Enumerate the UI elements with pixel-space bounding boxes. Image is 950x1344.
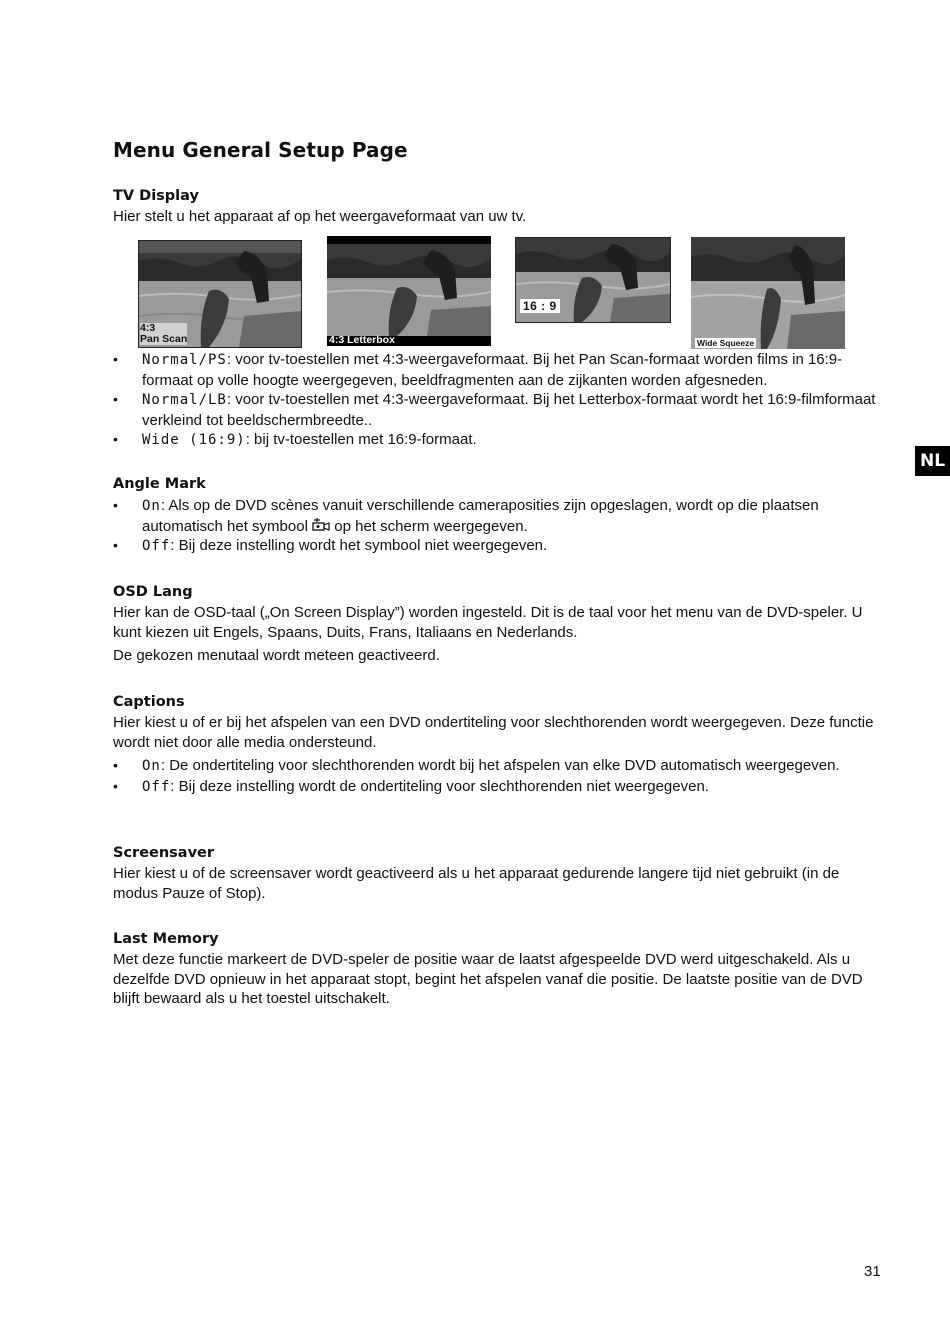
tv-display-options [113, 350, 883, 451]
list-item: • On: Als op de DVD scènes vanuit verschillende cameraposities zijn opgeslagen, wordt op die plaatsen automatisch het symbool op het scherm weergegeven. [113, 496, 883, 536]
screensaver-description: Hier kiest u of de screensaver wordt geactiveerd als u het apparaat gedurende langere tijd niet gebruikt (in de modus Pauze of Stop). [113, 865, 840, 902]
captions-intro: Hier kiest u of er bij het afspelen van een DVD ondertiteling voor slechthorenden wordt weergegeven. Deze functie wordt niet door alle media ondersteund. [113, 714, 874, 751]
letterbox-label: 4:3 Letterbox [329, 334, 395, 346]
list-item: • Off: Bij deze instelling wordt het symbool niet weergegeven. [113, 536, 883, 557]
angle-mark-heading: Angle Mark [113, 476, 206, 492]
captions-section [113, 694, 883, 797]
angle-mark-section [113, 476, 883, 557]
wide-squeeze-label: Wide Squeeze [697, 338, 755, 348]
page-title: Menu General Setup Page [113, 138, 408, 162]
osd-lang-section [113, 584, 883, 666]
list-item: • Wide (16:9): bij tv-toestellen met 16:9-formaat. [113, 430, 883, 451]
osd-lang-description: Hier kan de OSD-taal („On Screen Display”) worden ingesteld. Dit is de taal voor het menu van de DVD-speler. U kunt kiezen uit Engels, Spaans, Duits, Frans, Italiaans en Nederlands. [113, 604, 863, 641]
letterbox-image [327, 236, 491, 346]
language-tab: NL [915, 446, 950, 476]
list-item: • On: De ondertiteling voor slechthorenden wordt bij het afspelen van elke DVD automatisch weergegeven. [113, 756, 883, 777]
last-memory-description: Met deze functie markeert de DVD-speler de positie waar de laatst afgespeelde DVD werd uitgeschakeld. Als u dezelfde DVD opnieuw in het apparaat stopt, begint het afspelen vanaf die positie. De laatste positie van de DVD blijft bewaard als u het toestel uitschakelt. [113, 951, 863, 1007]
aspect-ratio-examples [138, 236, 878, 348]
sea-lion-scene [327, 244, 491, 336]
last-memory-heading: Last Memory [113, 931, 219, 947]
sea-lion-scene [691, 237, 845, 349]
pan-scan-image [138, 240, 302, 348]
widescreen-image [515, 237, 671, 323]
tv-display-section [113, 188, 883, 227]
list-item: • Normal/LB: voor tv-toestellen met 4:3-weergaveformaat. Bij het Letterbox-formaat wordt het 16:9-filmformaat verkleind tot beeldschermbreedte.. [113, 390, 883, 430]
captions-heading: Captions [113, 694, 185, 710]
pan-scan-label: 4:3 Pan Scan [140, 322, 188, 345]
osd-lang-note: De gekozen menutaal wordt meteen geactiveerd. [113, 647, 440, 664]
page-number: 31 [864, 1263, 881, 1280]
last-memory-section [113, 931, 883, 1009]
widescreen-label: 16 : 9 [520, 299, 560, 313]
screensaver-heading: Screensaver [113, 845, 215, 861]
tv-display-heading: TV Display [113, 188, 199, 204]
wide-squeeze-image [691, 237, 845, 349]
camera-angle-icon [312, 518, 330, 532]
tv-display-intro: Hier stelt u het apparaat af op het weergaveformaat van uw tv. [113, 208, 527, 225]
screensaver-section [113, 845, 883, 903]
list-item: • Normal/PS: voor tv-toestellen met 4:3-weergaveformaat. Bij het Pan Scan-formaat worden films in 16:9-formaat op volle hoogte weergegeven, beeldfragmenten aan de zijkanten worden afgesneden. [113, 350, 883, 390]
osd-lang-heading: OSD Lang [113, 584, 193, 600]
list-item: • Off: Bij deze instelling wordt de ondertiteling voor slechthorenden niet weergegeven. [113, 777, 883, 798]
